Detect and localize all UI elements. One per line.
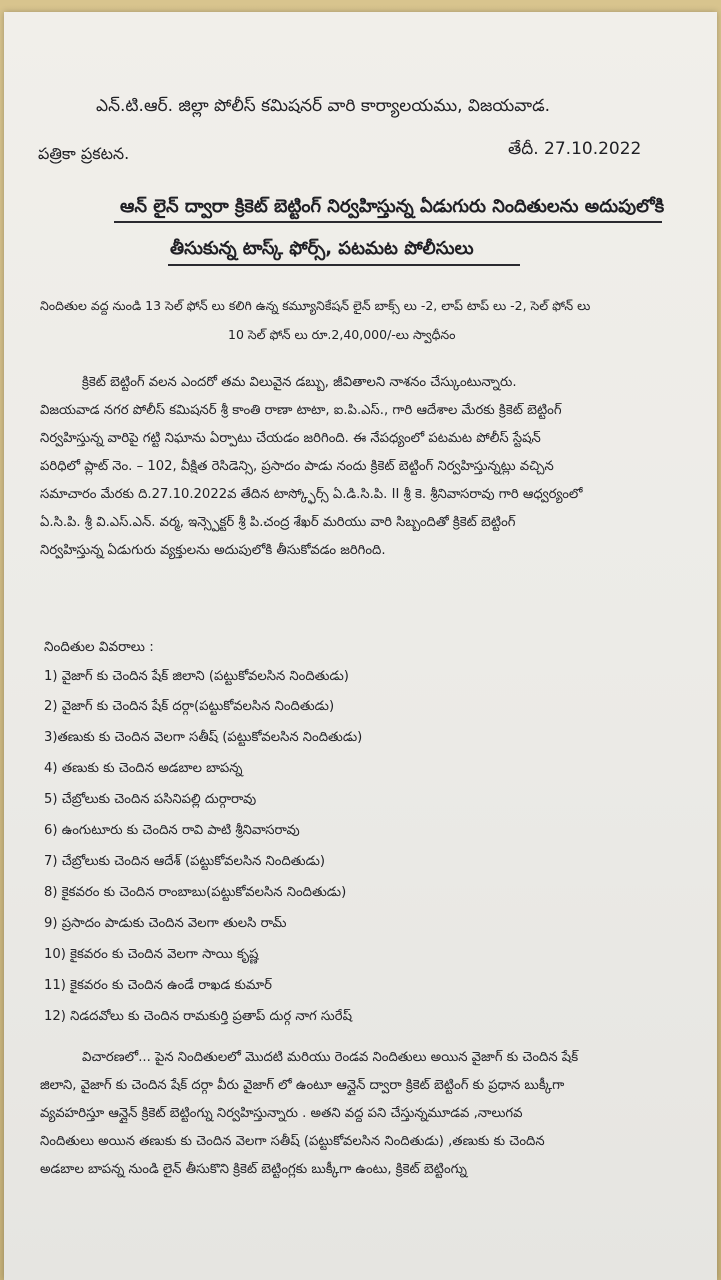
- paragraph-line: ఏ.సి.పి. శ్రీ వి.ఎస్.ఎన్. వర్మ, ఇన్స్పెక్టర్ శ్రీ పి.చంద్ర శేఖర్ మరియు వారి సిబ్బందితో క్రికెట్ బెట్టింగ్: [40, 515, 516, 530]
- accused-list-item: 7) చేబ్రోలుకు చెందిన ఆదేశ్ (పట్టుకోవలసిన నిందితుడు): [44, 854, 326, 869]
- paragraph-line: పరిధిలో ప్లాట్ నెం. – 102, వీక్షిత రెసిడెన్సి, ప్రసాదం పాడు నందు క్రికెట్ బెట్టింగ్ నిర్వహిస్తున్నట్లు వచ్చిన: [40, 459, 554, 474]
- body-paragraph-1: [40, 369, 690, 565]
- seized-items-line-2: 10 సెల్ ఫోన్ లు రూ.2,40,000/-లు స్వాధీనం: [228, 327, 456, 342]
- accused-list-item: 1) వైజాగ్ కు చెందిన షేక్ జిలాని (పట్టుకోవలసిన నిందితుడు): [44, 669, 349, 684]
- press-label: పత్రికా ప్రకటన.: [38, 144, 130, 163]
- paragraph-line: అడబాల బాపన్న నుండి లైన్ తీసుకొని క్రికెట్ బెట్టింగ్లకు బుక్కీగా ఉంటు, క్రికెట్ బెట్టింగ్ను: [40, 1162, 467, 1177]
- paragraph-line: క్రికెట్ బెట్టింగ్ వలన ఎందరో తమ విలువైన డబ్బు, జీవితాలని నాశనం చేస్కుంటున్నారు.: [82, 375, 517, 390]
- headline-underline-2: [168, 264, 520, 266]
- paragraph-line: విచారణలో... పైన నిందితులలో మొదటి మరియు రెండవ నిందితులు అయిన వైజాగ్ కు చెందిన షేక్: [82, 1050, 579, 1065]
- accused-list-item: 3)తణుకు కు చెందిన వెలగా సతీష్ (పట్టుకోవలసిన నిందితుడు): [44, 730, 363, 745]
- headline-line-1: ఆన్ లైన్ ద్వారా క్రికెట్ బెట్టింగ్ నిర్వహిస్తున్న ఏడుగురు నిందితులను అదుపులోకి: [120, 196, 665, 217]
- headline-underline-1: [114, 221, 662, 223]
- body-paragraph-2: [40, 1044, 690, 1184]
- paragraph-line: నిర్వహిస్తున్న వారిపై గట్టి నిఘాను ఏర్పాటు చేయడం జరిగింది. ఈ నేపధ్యంలో పటమట పోలీస్ స్టేషన్: [40, 431, 541, 446]
- accused-list-item: 10) కైకవరం కు చెందిన వెలగా సాయి కృష్ణ: [44, 947, 259, 962]
- accused-list-item: 9) ప్రసాదం పాడుకు చెందిన వెలగా తులసి రామ్: [44, 916, 287, 931]
- accused-list-item: 12) నిడదవోలు కు చెందిన రామకుర్తి ప్రతాప్ దుర్గ నాగ సురేష్: [44, 1009, 352, 1024]
- office-title: ఎన్.టి.ఆర్. జిల్లా పోలీస్ కమిషనర్ వారి కార్యాలయము, విజయవాడ.: [96, 96, 551, 116]
- paragraph-line: నిందితులు అయిన తణుకు కు చెందిన వెలగా సతీష్ (పట్టుకోవలసిన నిందితుడు) ,తణుకు కు చెందిన: [40, 1134, 545, 1149]
- accused-list-item: 5) చేబ్రోలుకు చెందిన పసినిపల్లి దుర్గారావు: [44, 792, 257, 807]
- date-label: తేదీ. 27.10.2022: [508, 139, 642, 159]
- accused-list-item: 6) ఉంగుటూరు కు చెందిన రావి పాటి శ్రీనివాసరావు: [44, 823, 300, 838]
- accused-details-heading: నిందితుల వివరాలు :: [44, 639, 154, 655]
- accused-list-item: 8) కైకవరం కు చెందిన రాంబాబు(పట్టుకోవలసిన నిందితుడు): [44, 885, 347, 900]
- accused-list-item: 4) తణుకు కు చెందిన అడబాల బాపన్న: [44, 761, 243, 776]
- paragraph-line: విజయవాడ నగర పోలీస్ కమిషనర్ శ్రీ కాంతి రాణా టాటా, ఐ.పి.ఎస్., గారి ఆదేశాల మేరకు క్రికెట్ బెట్టింగ్: [40, 403, 562, 418]
- seized-items-line-1: నిందితుల వద్ద నుండి 13 సెల్ ఫోన్ లు కలిగి ఉన్న కమ్యూనికేషన్ లైన్ బాక్స్ లు -2, లాప్ టాప్ లు -2, సెల్ ఫోన్ లు: [40, 298, 591, 313]
- paragraph-line: వ్యవహరిస్తూ ఆన్లైన్ క్రికెట్ బెట్టింగ్ను నిర్వహిస్తున్నారు . అతని వద్ద పని చేస్తున్నమూడవ ,నాలుగవ: [40, 1106, 523, 1121]
- accused-list-item: 2) వైజాగ్ కు చెందిన షేక్ దర్గా(పట్టుకోవలసిన నిందితుడు): [44, 699, 335, 714]
- press-release-page: [4, 12, 717, 1280]
- paragraph-line: జిలాని, వైజాగ్ కు చెందిన షేక్ దర్గా వీరు వైజాగ్ లో ఉంటూ ఆన్లైన్ ద్వారా క్రికెట్ బెట్టింగ్ కు ప్రధాన బుక్కీగా: [40, 1078, 565, 1093]
- headline-line-2: తీసుకున్న టాస్క్ ఫోర్స్, పటమట పోలీసులు: [170, 238, 474, 259]
- accused-list-item: 11) కైకవరం కు చెందిన ఉండే రాఖడ కుమార్: [44, 978, 272, 993]
- paragraph-line: సమాచారం మేరకు ది.27.10.2022వ తేదిన టాస్క్ఫోర్స్ ఏ.డి.సి.పి. II శ్రీ కె. శ్రీనివాసరావు గారి ఆధ్వర్యంలో: [40, 487, 583, 502]
- paragraph-line: నిర్వహిస్తున్న ఏడుగురు వ్యక్తులను అదుపులోకి తీసుకోవడం జరిగింది.: [40, 543, 386, 558]
